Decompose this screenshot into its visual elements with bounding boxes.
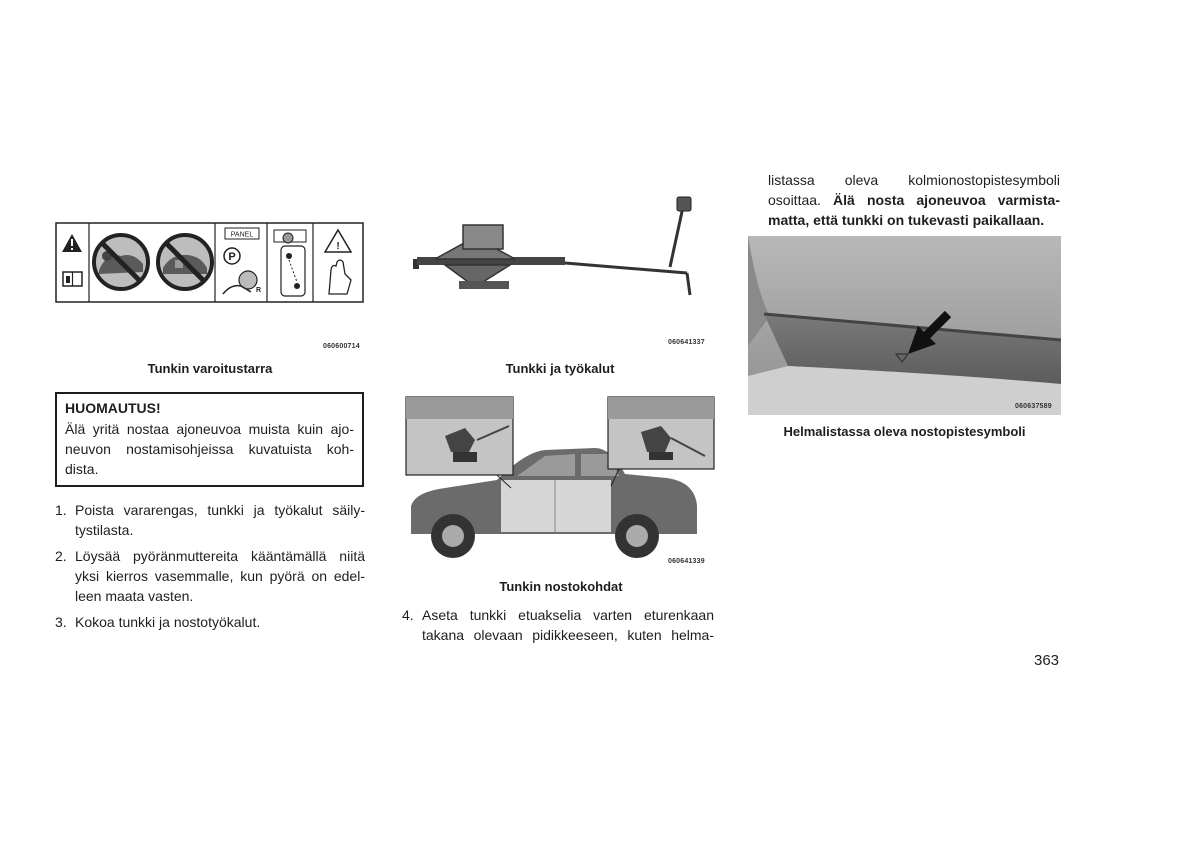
notice-line: neuvon nostamisohjeissa kuvatuista koh- [65,441,354,457]
figure-code: 060641337 [668,339,705,346]
figure-caption: Tunkin nostokohdat [499,579,623,594]
page-number: 363 [1034,652,1060,669]
panel-label: PANEL [230,231,254,239]
step-number: 4. [402,607,414,623]
step-line: yksi kierros vasemmalle, kun pyörä on edel- [75,568,365,584]
step-number: 1. [55,502,67,518]
svg-text:!: ! [336,241,340,252]
warning-label-illustration [55,222,365,304]
notice-text [65,419,354,479]
continuation-plain: osoittaa. [768,192,834,208]
steps-list [55,500,365,632]
step-number: 2. [55,548,67,564]
step4-list [402,605,714,645]
continuation-paragraph [768,170,1060,230]
notice-line: dista. [65,461,99,477]
step-line: Poista vararengas, tunkki ja työkalut säily- [75,502,365,518]
sill-symbol-figure [748,236,1061,415]
step-number: 3. [55,614,67,630]
figure-caption: Tunkki ja työkalut [505,361,615,376]
step-line: tystilasta. [75,522,134,538]
step-line: leen maata vasten. [75,588,194,604]
manual-book-icon [63,272,82,286]
figure-code: 060637589 [1015,403,1052,410]
notice-line: Älä yritä nostaa ajoneuvoa muista kuin ajo- [65,421,354,437]
notice-box [55,392,364,487]
continuation-bold: Älä nosta ajoneuvoa varmista- [833,192,1060,208]
no-person-in-vehicle-icon [158,235,212,289]
no-person-under-vehicle-icon [94,235,148,289]
warning-label-figure [55,222,365,304]
jack-points-illustration [405,396,717,570]
notice-title: HUOMAUTUS! [65,400,161,416]
list-item [402,605,714,645]
figure-code: 060641339 [668,558,705,565]
jack-points-figure [405,396,717,570]
list-item [55,612,365,632]
continuation-line: listassa oleva kolmionostopistesymboli [768,172,1060,188]
list-item [55,546,365,606]
figure-caption: Helmalistassa oleva nostopistesymboli [783,424,1026,439]
step-line: Aseta tunkki etuakselia varten eturenkaan [422,607,714,623]
figure-code: 060600714 [323,343,360,350]
sill-symbol-illustration [748,236,1061,415]
step-line: Kokoa tunkki ja nostotyökalut. [75,614,261,630]
r-symbol: R [256,287,262,294]
p-symbol: P [228,251,236,263]
jack-tools-illustration [405,195,715,305]
list-item [55,500,365,540]
jack-tools-figure [405,195,715,305]
figure-caption: Tunkin varoitustarra [147,361,273,376]
step-line: takana olevaan pidikkeeseen, kuten helma- [422,627,714,643]
step-line: Löysää pyöränmuttereita kääntämällä niitä [75,548,365,564]
continuation-line [768,190,1060,210]
continuation-line: matta, että tunkki on tukevasti paikallaan. [768,212,1045,228]
